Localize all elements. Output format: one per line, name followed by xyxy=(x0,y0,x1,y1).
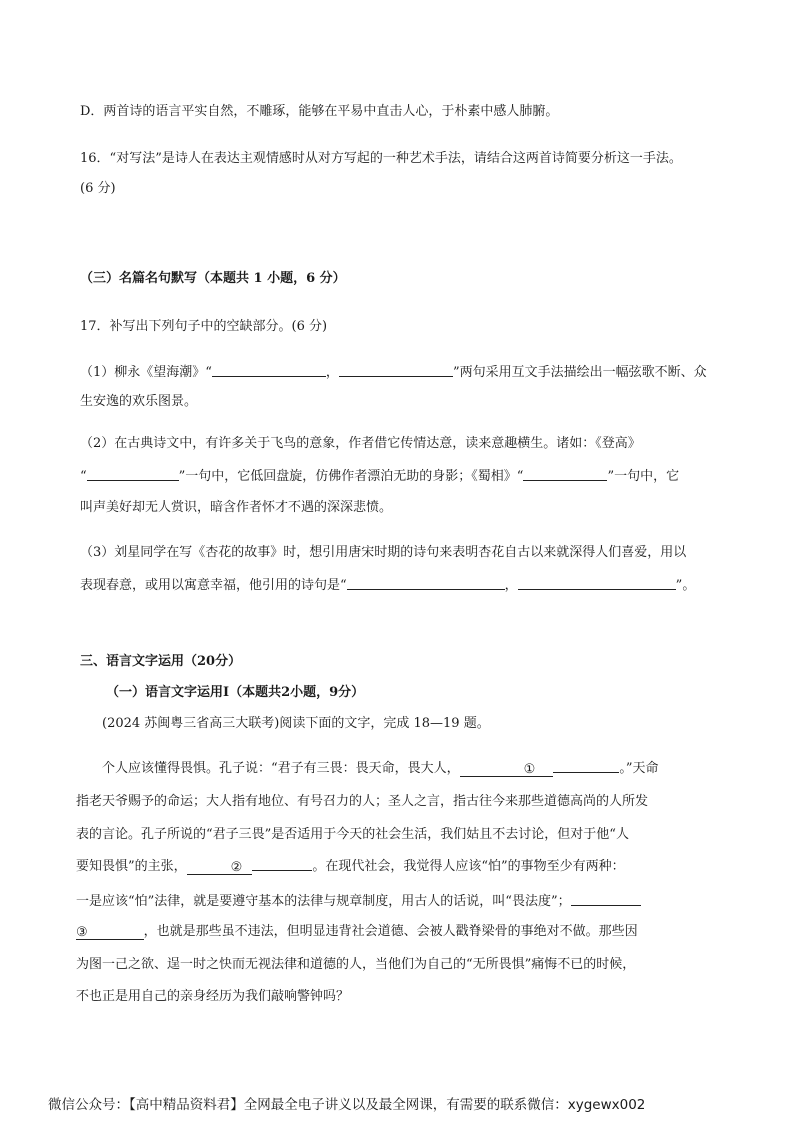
passage-text: 。在现代社会，我觉得人应该“怕”的事物至少有两种： xyxy=(312,859,625,874)
passage-text: 一是应该“怕”法律，就是要遵守基本的法律与规章制度，用古人的话说，叫“畏法度”； xyxy=(76,894,571,909)
q17-p2-c: ”一句中，它 xyxy=(607,469,680,484)
blank-passage-1[interactable] xyxy=(460,763,554,777)
blank-2a[interactable] xyxy=(87,468,179,481)
blank-passage-3a[interactable] xyxy=(571,893,641,906)
q17-p2-line3: 叫声美好却无人赏识，暗含作者怀才不遇的深深悲愤。 xyxy=(80,500,393,515)
passage-line3: 表的言论。孔子所说的“君子三畏”是否适用于今天的社会生活，我们姑且不去讨论，但对于他“人 xyxy=(76,827,629,842)
q17-p3-sep: ， xyxy=(504,578,518,593)
passage-line2: 指老天爷赐予的命运；大人指有地位、有号召力的人；圣人之言，指古往今来那些道德高尚的人所发 xyxy=(76,794,649,809)
q17-p1-line1 xyxy=(80,364,707,379)
q17-p2-b: ”一句中，它低回盘旋，仿佛作者漂泊无助的身影；《蜀相》“ xyxy=(178,469,524,484)
blank-1a[interactable] xyxy=(212,364,326,377)
q16-line1: 16．“对写法”是诗人在表达主观情感时从对方写起的一种艺术手法，请结合这两首诗简要分析这一手法。 xyxy=(80,151,682,166)
passage-line7: 为图一己之欲、逞一时之快而无视法律和道德的人，当他们为自己的“无所畏惧”痛悔不已的时候， xyxy=(76,957,636,972)
q17-p3-line2 xyxy=(80,577,695,592)
passage-text: 要知畏惧”的主张， xyxy=(76,859,187,874)
q17-p1-a: （1）柳永《望海潮》“ xyxy=(80,365,212,380)
q17-p3-end: ”。 xyxy=(675,578,696,593)
blank-mark-3: ③ xyxy=(76,925,88,940)
blank-mark-1: ① xyxy=(523,762,536,777)
blank-mark-2: ② xyxy=(230,860,243,875)
blank-3b[interactable] xyxy=(518,577,676,590)
q17-stem: 17．补写出下列句子中的空缺部分。(6 分) xyxy=(80,319,328,334)
section-famous-title: （三）名篇名句默写（本题共 1 小题，6 分） xyxy=(80,271,346,286)
passage-text: ，也就是那些虽不违法，但明显违背社会道德、会被人戳脊梁骨的事绝对不做。那些因 xyxy=(143,924,638,939)
q17-p1-line2: 生安逸的欢乐图景。 xyxy=(80,394,198,409)
subsection-title: （一）语言文字运用Ⅰ（本题共2小题，9分） xyxy=(106,685,365,700)
blank-passage-2[interactable] xyxy=(187,861,253,875)
passage-line1 xyxy=(102,762,658,777)
blank-passage-1-tail xyxy=(553,772,619,773)
footer-ad: 微信公众号：【高中精品资料君】全网最全电子讲义以及最全网课，有需要的联系微信：xygewx002 xyxy=(48,1097,646,1113)
passage-line4 xyxy=(76,860,625,875)
q17-p1-sep: ， xyxy=(325,365,339,380)
passage-line6 xyxy=(76,925,638,940)
blank-passage-2-tail xyxy=(252,870,312,871)
passage-line8: 不也正是用自己的亲身经历为我们敲响警钟吗？ xyxy=(76,989,350,1004)
blank-3a[interactable] xyxy=(347,577,505,590)
q17-p3-a: 表现春意，或用以寓意幸福，他引用的诗句是“ xyxy=(80,578,347,593)
q17-p2-line1: （2）在古典诗文中，有许多关于飞鸟的意象，作者借它传情达意，读来意趣横生。诸如：《登高》 xyxy=(80,436,641,451)
section3-title: 三、语言文字运用（20分） xyxy=(80,654,242,669)
passage-text: 个人应该懂得畏惧。孔子说：“君子有三畏：畏天命，畏大人， xyxy=(102,761,460,776)
blank-1b[interactable] xyxy=(339,364,453,377)
blank-2b[interactable] xyxy=(523,468,607,481)
q17-p1-b: ”两句采用互文手法描绘出一幅弦歌不断、众 xyxy=(452,365,707,380)
q16-line2: (6 分) xyxy=(80,181,116,196)
passage-text: 。”天命 xyxy=(619,761,659,776)
q17-p3-line1: （3）刘星同学在写《杏花的故事》时，想引用唐宋时期的诗句来表明杏花自古以来就深得人们喜爱，用以 xyxy=(80,545,687,560)
blank-passage-3b[interactable] xyxy=(76,926,144,940)
q17-p2-a: “ xyxy=(80,469,87,484)
q17-p2-line2 xyxy=(80,468,679,483)
passage-line5 xyxy=(76,893,641,908)
reading-intro: (2024 苏闽粤三省高三大联考)阅读下面的文字，完成 18—19 题。 xyxy=(102,716,490,731)
q15-option-d: D．两首诗的语言平实自然，不雕琢，能够在平易中直击人心，于朴素中感人肺腑。 xyxy=(80,104,559,119)
